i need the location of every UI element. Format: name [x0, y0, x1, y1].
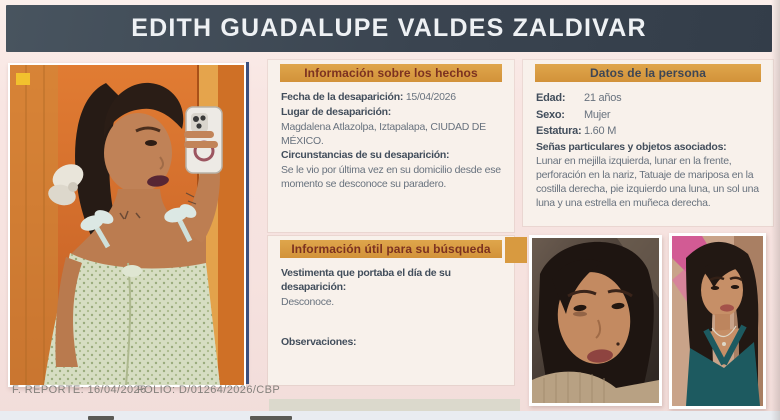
section-busqueda-header: Información útil para su búsqueda	[280, 240, 502, 258]
paper-bottom-edge	[0, 411, 780, 420]
senas-value: Lunar en mejilla izquierda, lunar en la frente, perforación en la nariz, Tatuaje de mariposa en la costilla derecha, pie izquierdo una luna, un sol una luna y una estrella en muñeca derecha.	[536, 155, 759, 209]
folio-number: FOLIO: D/01264/2026/CBP	[137, 384, 281, 396]
main-photo	[8, 63, 246, 387]
circunstancias-label: Circunstancias de su desaparición:	[281, 149, 450, 162]
edad-label: Edad:	[536, 92, 566, 104]
fecha-label: Fecha de la desaparición:	[281, 91, 404, 103]
section-datos-header: Datos de la persona	[535, 64, 761, 82]
poster-title: EDITH GUADALUPE VALDES ZALDIVAR	[131, 14, 647, 42]
paper-right-edge	[771, 0, 780, 420]
secondary-photo-2	[669, 233, 766, 409]
section-hechos-header: Información sobre los hechos	[280, 64, 502, 82]
observaciones-label: Observaciones:	[281, 335, 357, 348]
poster-title-bar	[6, 5, 772, 52]
sexo-value: Mujer	[584, 108, 611, 121]
fecha-value: 15/04/2026	[405, 91, 456, 103]
phone	[184, 107, 222, 173]
main-photo-illustration	[10, 65, 244, 385]
lugar-label: Lugar de desaparición:	[281, 105, 392, 118]
circunstancias-value: Se le vio por última vez en su domicilio desde ese momento se desconoce su paradero.	[281, 164, 501, 191]
gold-accent-block	[505, 237, 527, 263]
secondary-photo-2-illustration	[672, 236, 763, 406]
section-hechos	[268, 60, 514, 232]
vestimenta-label: Vestimenta que portaba el día de su desaparición:	[281, 267, 451, 293]
blue-divider-line	[246, 62, 249, 384]
section-busqueda	[268, 236, 514, 385]
vestimenta-value: Desconoce.	[281, 295, 334, 308]
senas-label: Señas particulares y objetos asociados:	[536, 140, 727, 153]
estatura-label: Estatura:	[536, 125, 582, 138]
lugar-value: Magdalena Atlazolpa, Iztapalapa, CIUDAD DE MÉXICO.	[281, 120, 486, 147]
secondary-photo-1-illustration	[532, 238, 659, 403]
partial-logo-mark	[250, 416, 292, 420]
estatura-value: 1.60 M	[584, 125, 617, 138]
edad-value: 21 años	[584, 92, 622, 104]
partial-logo-mark	[88, 416, 114, 420]
secondary-photo-1	[529, 235, 662, 406]
section-datos	[523, 60, 773, 226]
sexo-label: Sexo:	[536, 108, 565, 121]
report-date: F. REPORTE: 16/04/2026	[12, 384, 147, 396]
